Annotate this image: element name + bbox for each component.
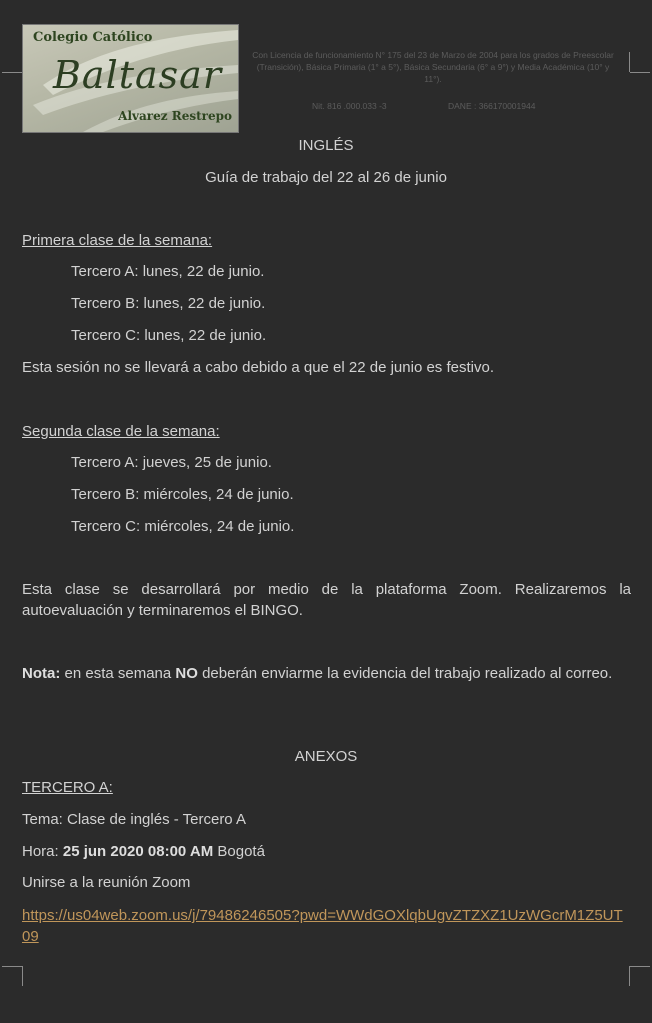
holiday-note: Esta sesión no se llevará a cabo debido a que el 22 de junio es festivo. [22, 359, 494, 376]
time-label: Hora: [22, 843, 63, 860]
nota-paragraph [22, 663, 631, 684]
crop-mark-bottom-right [630, 966, 650, 986]
logo-main-text: Baltasar [53, 53, 222, 97]
subject-title: INGLÉS [298, 137, 354, 154]
crop-mark-bottom-left [2, 966, 22, 986]
list-item: Tercero C: miércoles, 24 de junio. [71, 518, 295, 535]
join-meeting-text: Unirse a la reunión Zoom [22, 874, 191, 891]
list-item: Tercero C: lunes, 22 de junio. [71, 327, 267, 344]
meeting-time [22, 843, 265, 860]
crop-mark-top-left [2, 52, 22, 72]
nota-label: Nota: [22, 665, 61, 682]
crop-mark-top-right [630, 52, 650, 72]
license-text: Con Licencia de funcionamiento N° 175 del 23 de Marzo de 2004 para los grados de Preescolar (Transición), Básica Primaria (1° a 5°), Básica Secundaria (6° a 9°) y Media Académica (10° y 11°). [252, 50, 614, 84]
list-item: Tercero B: lunes, 22 de junio. [71, 295, 266, 312]
nit-number: Nit. 816 .000.033 -3 [312, 101, 387, 111]
guide-title: Guía de trabajo del 22 al 26 de junio [205, 169, 447, 186]
list-item: Tercero B: miércoles, 24 de junio. [71, 486, 294, 503]
school-logo [22, 24, 239, 133]
first-class-heading: Primera clase de la semana: [22, 232, 213, 249]
meeting-topic: Tema: Clase de inglés - Tercero A [22, 811, 246, 828]
anexos-title: ANEXOS [294, 748, 358, 765]
time-zone: Bogotá [213, 843, 265, 860]
class-description: Esta clase se desarrollará por medio de la plataforma Zoom. Realizaremos la autoevaluación y terminaremos el BINGO. [22, 581, 631, 619]
nota-text-end: deberán enviarme la evidencia del trabajo realizado al correo. [197, 665, 613, 682]
list-item: Tercero A: lunes, 22 de junio. [71, 263, 265, 280]
logo-top-text: Colegio Católico [33, 30, 153, 45]
nota-bold: NO [175, 665, 198, 682]
dane-number: DANE : 366170001944 [448, 101, 536, 111]
group-heading: TERCERO A: [22, 779, 113, 796]
nota-text: en esta semana [60, 665, 176, 682]
list-item: Tercero A: jueves, 25 de junio. [71, 454, 272, 471]
second-class-heading: Segunda clase de la semana: [22, 423, 220, 440]
zoom-link[interactable]: https://us04web.zoom.us/j/79486246505?pwd=WWdGOXlqbUgvZTZXZ1UzWGcrM1Z5UT09 [22, 907, 623, 945]
time-value: 25 jun 2020 08:00 AM [62, 843, 214, 860]
logo-sub-text: Alvarez Restrepo [118, 109, 232, 123]
